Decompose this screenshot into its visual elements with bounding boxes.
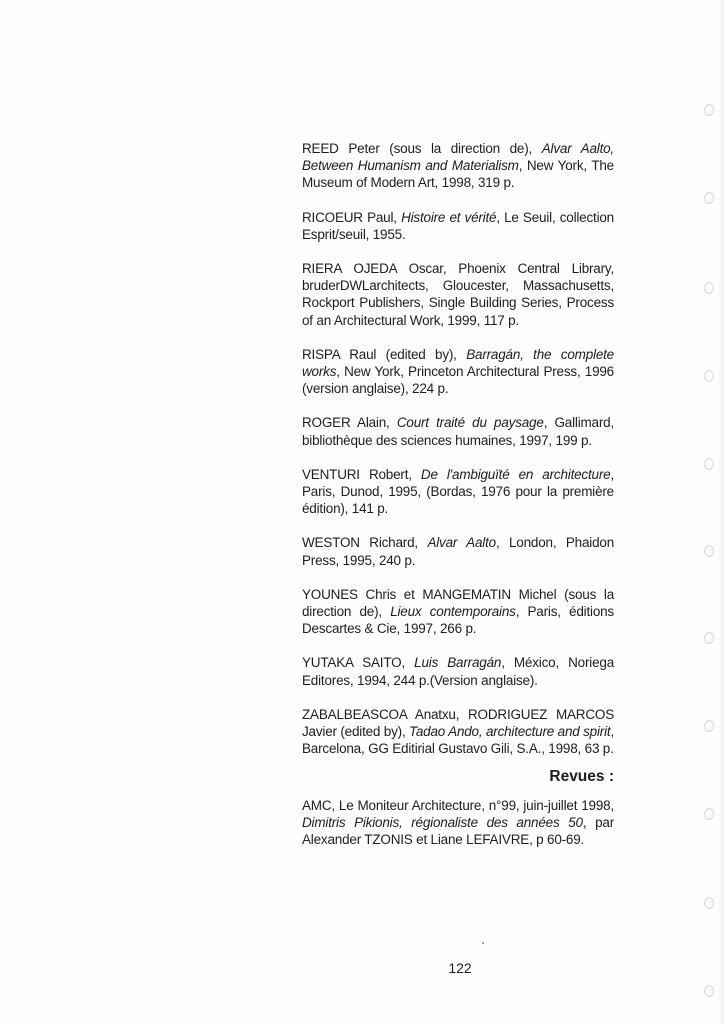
entry-text: YUTAKA SAITO, (302, 655, 415, 671)
reference-entry (302, 346, 614, 398)
entry-title-italic: De l'ambiguïté en architecture (420, 466, 611, 482)
binder-hole-mark (704, 897, 714, 909)
reference-entry (302, 260, 614, 329)
reference-list (302, 140, 614, 757)
entry-text: ROGER Alain, (302, 415, 397, 431)
entry-text: RISPA Raul (edited by), (302, 346, 467, 362)
entry-title-italic: Lieux contemporains (390, 604, 516, 620)
entry-title-italic: Dimitris Pikionis, régionaliste des années 50 (302, 814, 583, 830)
entry-title-italic: Alvar Aalto (427, 535, 496, 551)
reference-entry (302, 586, 614, 638)
section-heading-revues: Revues : (549, 768, 614, 786)
reference-entry (302, 140, 614, 192)
binder-hole-mark (704, 370, 714, 382)
binder-hole-mark (704, 985, 714, 997)
reference-entry (302, 706, 614, 758)
entry-text: RIERA OJEDA Oscar, Phoenix Central Library, bruderDWLarchitects, Gloucester, Massachusetts, Rockport Publishers, Single Building Series, Process of an Architectural Work, 1999, 117 p. (302, 261, 614, 328)
entry-text: , London, Phaidon Press, 1995, 240 p. (302, 535, 615, 568)
entry-text: AMC, Le Moniteur Architecture, n°99, juin-juillet 1998, (302, 797, 614, 813)
entry-text: RICOEUR Paul, (302, 209, 402, 225)
entry-text: VENTURI Robert, (302, 466, 421, 482)
entry-text: , Barcelona, GG Editirial Gustavo Gili, S.A., 1998, 63 p. (302, 724, 614, 757)
journal-list (302, 797, 614, 849)
page-number: 122 (448, 960, 472, 976)
entry-title-italic: Histoire et vérité (401, 209, 497, 225)
binder-hole-mark (704, 720, 714, 732)
entry-text: ZABALBEASCOA Anatxu, RODRIGUEZ MARCOS Javier (edited by), (302, 706, 614, 740)
reference-entry (302, 414, 614, 448)
entry-title-italic: Court traité du paysage (396, 415, 544, 431)
entry-text: , New York, Princeton Architectural Press, 1996 (version anglaise), 224 p. (302, 364, 614, 397)
binder-hole-mark (704, 282, 714, 294)
entry-text: REED Peter (sous la direction de), (302, 141, 542, 156)
entry-title-italic: Luis Barragán (414, 655, 502, 671)
binder-hole-mark (704, 192, 714, 204)
entry-text: , Gallimard, bibliothèque des sciences humaines, 1997, 199 p. (302, 415, 615, 448)
binder-hole-mark (704, 632, 714, 644)
entry-text: , Paris, éditions Descartes & Cie, 1997, 266 p. (302, 604, 614, 637)
entry-text: , México, Noriega Editores, 1994, 244 p.(Version anglaise). (302, 655, 615, 688)
entry-text: , Paris, Dunod, 1995, (Bordas, 1976 pour la première édition), 141 p. (302, 466, 615, 517)
entry-text: YOUNES Chris et MANGEMATIN Michel (sous la direction de), (302, 586, 614, 620)
entry-title-italic: Alvar Aalto, Between Humanism and Materialism (302, 141, 614, 174)
entry-title-italic: Tadao Ando, architecture and spirit (409, 724, 611, 740)
entry-text: , par Alexander TZONIS et Liane LEFAIVRE, p 60-69. (302, 814, 614, 848)
scan-speck (482, 942, 484, 944)
page-edge-shadow (718, 0, 724, 1024)
entry-text: WESTON Richard, (302, 535, 428, 551)
reference-entry (302, 466, 614, 518)
reference-entry (302, 654, 614, 688)
reference-entry (302, 534, 614, 568)
entry-text: , New York, The Museum of Modern Art, 1998, 319 p. (302, 158, 614, 191)
reference-entry (302, 209, 614, 243)
binder-hole-mark (704, 104, 714, 116)
entry-text: , Le Seuil, collection Esprit/seuil, 1955. (302, 209, 614, 242)
bibliography-column (302, 140, 614, 865)
binder-hole-mark (704, 458, 714, 470)
binder-hole-mark (704, 545, 714, 557)
entry-title-italic: Barragán, the complete works (302, 346, 614, 380)
binder-hole-mark (704, 808, 714, 820)
journal-entry (302, 797, 614, 849)
